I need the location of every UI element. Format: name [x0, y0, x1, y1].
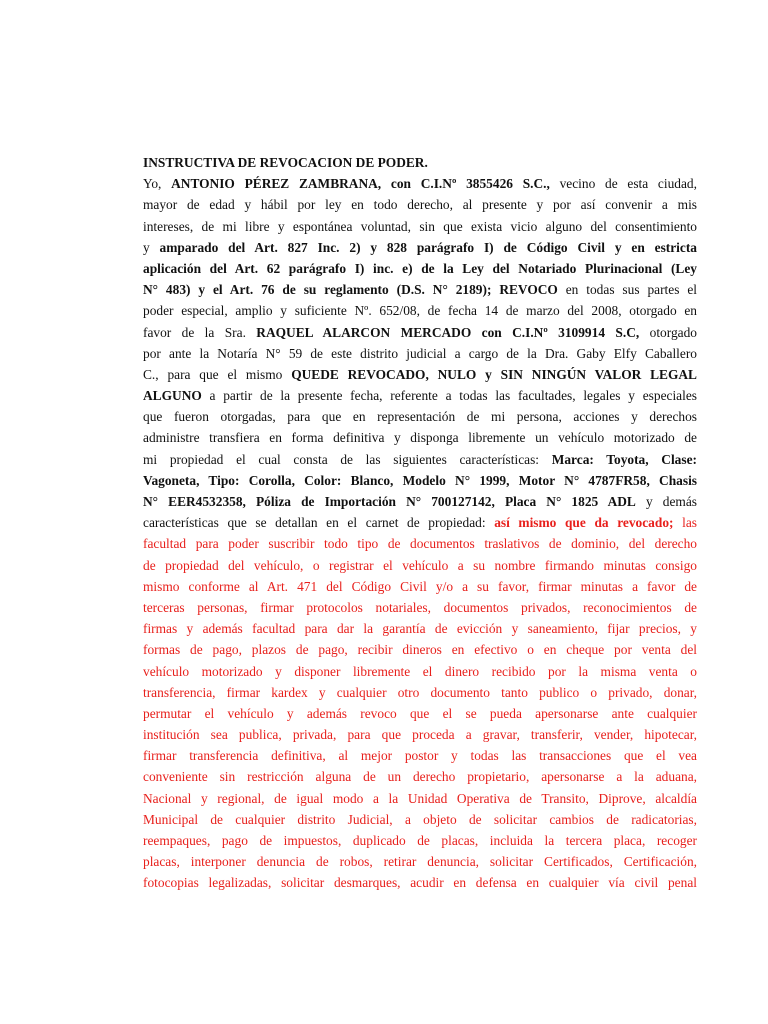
text-line [143, 809, 697, 830]
text-line [143, 618, 697, 639]
text-run: favor de la Sra. [143, 324, 257, 340]
text-line [143, 322, 697, 343]
text-line [143, 427, 697, 448]
text-run: amparado del Art. 827 Inc. 2) y 828 parágrafo I) de Código Civil y en estricta [159, 239, 697, 255]
text-run: y [143, 239, 160, 255]
text-run: terceras personas, firmar protocolos notariales, documentos privados, reconocimientos de [143, 599, 697, 615]
text-run: por ante la Notaría N° 59 de este distrito judicial a cargo de la Dra. Gaby Elfy Caballero [143, 345, 697, 361]
text-run: fotocopias legalizadas, solicitar desmarques, acudir en defensa en cualquier vía civil penal [143, 875, 697, 891]
text-run: reempaques, pago de impuestos, duplicado de placas, incluida la tercera placa, recoger [143, 833, 697, 848]
text-run: ALGUNO [143, 388, 202, 404]
text-line [143, 788, 697, 809]
text-run: otorgado [639, 324, 697, 340]
text-line [143, 597, 697, 618]
text-run: QUEDE REVOCADO, NULO y SIN NINGÚN VALOR LEGAL [291, 366, 697, 382]
text-line [143, 639, 697, 660]
text-line [143, 237, 697, 258]
text-run: administre transfiera en forma definitiva y disponga libremente un vehículo motorizado de [143, 430, 697, 446]
text-run: intereses, de mi libre y espontánea voluntad, sin que exista vicio alguno del consentimiento [143, 218, 697, 234]
text-run: a partir de la presente fecha, referente a todas las facultades, legales y especiales [201, 388, 697, 404]
text-line [143, 491, 697, 512]
text-line [143, 449, 697, 470]
text-run: que fueron otorgadas, para que en representación de mi persona, acciones y derechos [143, 409, 697, 425]
text-line [143, 470, 697, 491]
text-line [143, 830, 697, 851]
text-run: aplicación del Art. 62 parágrafo I) inc. e) de la Ley del Notariado Plurinacional (Ley [143, 260, 697, 276]
text-run: N° EER4532358, Póliza de Importación N° 700127142, Placa N° 1825 ADL [143, 494, 636, 509]
text-run: características que se detallan en el carnet de propiedad: [143, 515, 495, 531]
text-line [143, 194, 697, 215]
text-run: Nacional y regional, de igual modo a la Unidad Operativa de Transito, Diprove, alcaldía [143, 790, 697, 806]
text-line [143, 766, 697, 787]
text-line [143, 216, 697, 237]
text-line [143, 533, 697, 554]
text-run: así mismo que da revocado; [494, 515, 674, 531]
text-run: ANTONIO PÉREZ ZAMBRANA, con C.I.Nº 3855426 S.C., [171, 176, 550, 192]
text-run: C., para que el mismo [143, 366, 292, 382]
document-title: INSTRUCTIVA DE REVOCACION DE PODER. [143, 155, 428, 170]
document-body [143, 152, 697, 894]
text-line [143, 724, 697, 745]
text-run: transferencia, firmar kardex y cualquier otro documento tanto publico o privado, donar, [143, 684, 697, 700]
text-run: vehículo motorizado y disponer libremente el dinero recibido por la misma venta o [143, 663, 697, 679]
text-run: formas de pago, plazos de pago, recibir dineros en efectivo o en cheque por venta del [143, 642, 697, 658]
text-run: placas, interponer denuncia de robos, retirar denuncia, solicitar Certificados, Certificación, [143, 854, 697, 870]
document-paragraph [143, 173, 697, 893]
text-run: facultad para poder suscribir todo tipo de documentos traslativos de dominio, del derecho [143, 536, 697, 552]
text-line [143, 555, 697, 576]
text-run: permutar el vehículo y además revoco que el se pueda apersonarse ante cualquier [143, 705, 697, 721]
text-line [143, 385, 697, 406]
text-run: firmas y además facultad para dar la garantía de evicción y saneamiento, fijar precios, y [143, 621, 697, 637]
text-line [143, 745, 697, 766]
text-line [143, 703, 697, 724]
text-line [143, 173, 697, 194]
text-run: Yo, [143, 176, 172, 192]
text-line [143, 851, 697, 872]
text-run: vecino de esta ciudad, [549, 176, 697, 192]
text-run: mi propiedad el cual consta de las siguientes características: [143, 451, 552, 467]
text-line [143, 682, 697, 703]
text-run: mayor de edad y hábil por ley en todo derecho, al presente y por así convenir a mis [143, 197, 697, 213]
text-run: poder especial, amplio y suficiente Nº. 652/08, de fecha 14 de marzo del 2008, otorgado en [143, 303, 697, 319]
text-run: Marca: Toyota, Clase: [551, 451, 697, 467]
text-line [143, 512, 697, 533]
text-line [143, 300, 697, 321]
text-run: RAQUEL ALARCON MERCADO con C.I.Nº 3109914 S.C, [256, 324, 640, 340]
text-run: las [673, 515, 697, 531]
text-run: conveniente sin restricción alguna de un derecho propietario, apersonarse a la aduana, [143, 769, 697, 785]
text-run: en todas sus partes el [557, 282, 697, 298]
text-line [143, 406, 697, 427]
text-run: N° 483) y el Art. 76 de su reglamento (D.S. N° 2189); REVOCO [143, 282, 558, 298]
text-run: firmar transferencia definitiva, al mejor postor y todas las transacciones que el vea [143, 748, 697, 764]
text-run: Vagoneta, Tipo: Corolla, Color: Blanco, Modelo N° 1999, Motor N° 4787FR58, Chasis [143, 472, 697, 488]
text-line [143, 661, 697, 682]
text-line [143, 364, 697, 385]
text-run: de propiedad del vehículo, o registrar el vehículo a su nombre firmando minutas consigo [143, 557, 697, 573]
text-run: y demás [635, 494, 697, 509]
text-run: mismo conforme al Art. 471 del Código Civil y/o a su favor, firmar minutas a favor de [143, 578, 697, 594]
text-line [143, 576, 697, 597]
text-line [143, 279, 697, 300]
text-run: institución sea publica, privada, para que proceda a gravar, transferir, vender, hipotecar, [143, 727, 697, 743]
text-line [143, 872, 697, 893]
text-run: Municipal de cualquier distrito Judicial, a objeto de solicitar cambios de radicatorias, [143, 811, 697, 827]
text-line [143, 258, 697, 279]
text-line [143, 343, 697, 364]
